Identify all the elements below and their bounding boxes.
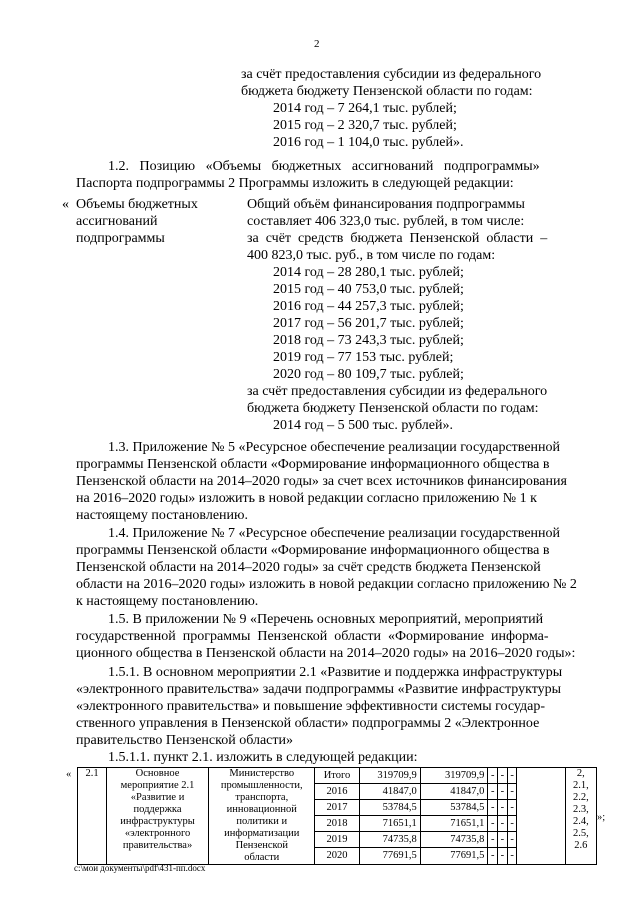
event-line: поддержка — [133, 804, 182, 815]
regional-column — [420, 768, 488, 865]
indicator-line: 2.2, — [572, 792, 589, 803]
para-1-4-line-3: Пензенской области на 2014–2020 годы» за счёт средств бюджета Пензенской — [76, 560, 541, 575]
page-number: 2 — [314, 38, 320, 50]
passport-fed-line-2: бюджета бюджету Пензенской области по годам: — [247, 401, 539, 416]
para-1-5-1-line-3: «электронного правительства» и повышение эффективности системы государ- — [76, 699, 546, 714]
event-line: «электронного — [124, 828, 191, 839]
para-1-5-line-2: государственной программы Пензенской области «Формирование информа- — [76, 629, 549, 644]
passport-open-quote: « — [62, 197, 69, 212]
passport-line-4: 400 823,0 тыс. руб., в том числе по годам: — [247, 248, 496, 263]
event-cell — [107, 768, 209, 865]
total-cell: 71651,1 — [360, 816, 420, 832]
passport-fed-year-2014: 2014 год – 5 500 тыс. рублей». — [273, 418, 453, 433]
table-open-quote: « — [66, 769, 72, 780]
dash-column-1 — [488, 768, 498, 865]
passport-year-2019: 2019 год – 77 153 тыс. рублей; — [273, 350, 454, 365]
para-1-4-line-5: к настоящему постановлению. — [76, 594, 259, 609]
row-number: 2.1 — [85, 768, 99, 779]
event-line: «Развитие и — [130, 792, 185, 803]
para-1-4-line-4: области на 2016–2020 годы» изложить в новой редакции согласно приложению № 2 — [76, 577, 577, 592]
dash-cell: - — [488, 800, 497, 816]
regional-cell: 53784,5 — [421, 800, 488, 816]
dash-cell: - — [510, 850, 514, 861]
dash-cell: - — [498, 816, 507, 832]
passport-line-3: за счёт средств бюджета Пензенской области – — [247, 231, 548, 246]
dash-cell: - — [508, 832, 517, 848]
ministry-line: инновационной — [226, 804, 297, 815]
regional-cell: 41847,0 — [421, 784, 488, 800]
passport-year-2018: 2018 год – 73 243,3 тыс. рублей; — [273, 333, 464, 348]
passport-year-2014: 2014 год – 28 280,1 тыс. рублей; — [273, 265, 464, 280]
ministry-line: информатизации — [224, 828, 300, 839]
event-line: Основное — [135, 768, 180, 779]
passport-year-2017: 2017 год – 56 201,7 тыс. рублей; — [273, 316, 464, 331]
ministry-line: промышленности, — [220, 780, 303, 791]
para-1-2-line-2: Паспорта подпрограммы 2 Программы изложить в следующей редакции: — [76, 176, 514, 191]
dash-column-2 — [498, 768, 508, 865]
passport-year-2016: 2016 год – 44 257,3 тыс. рублей; — [273, 299, 464, 314]
dash-cell: - — [488, 784, 497, 800]
indicator-line: 2.5, — [572, 828, 589, 839]
year-cell: 2019 — [315, 832, 358, 848]
ministry-line: Пензенской — [235, 840, 288, 851]
para-1-5-1-line-2: «электронного правительства» задачи подпрограммы «Развитие инфраструктуры — [76, 682, 562, 697]
dash-cell: - — [488, 832, 497, 848]
regional-cell: 77691,5 — [450, 850, 485, 861]
table-close-quote: »; — [597, 812, 606, 823]
para-1-4-line-1: 1.4. Приложение № 7 «Ресурсное обеспечение реализации государственной — [108, 526, 561, 541]
para-1-3-line-1: 1.3. Приложение № 5 «Ресурсное обеспечение реализации государственной — [108, 440, 561, 455]
indicator-line: 2.1, — [572, 780, 589, 791]
year-cell: 2018 — [315, 816, 358, 832]
passport-line-1: Общий объём финансирования подпрограммы — [247, 197, 525, 212]
intro-year-2015: 2015 год – 2 320,7 тыс. рублей; — [273, 118, 457, 133]
total-column — [359, 768, 420, 865]
para-1-3-line-4: на 2016–2020 годы» изложить в новой редакции согласно приложению № 1 к — [76, 491, 537, 506]
dash-cell: - — [488, 768, 497, 784]
indicator-line: 2.3, — [572, 804, 589, 815]
dash-cell: - — [508, 768, 517, 784]
passport-line-2: составляет 406 323,0 тыс. рублей, в том числе: — [247, 214, 525, 229]
passport-fed-line-1: за счёт предоставления субсидии из федерального — [247, 384, 548, 399]
para-1-5-1-line-5: правительство Пензенской области» — [76, 733, 294, 748]
year-cell: Итого — [315, 768, 358, 784]
indicator-line: 2, — [576, 768, 585, 779]
resource-table — [77, 767, 597, 865]
ministry-line: Министерство — [229, 768, 295, 779]
dash-cell: - — [508, 800, 517, 816]
year-cell: 2016 — [315, 784, 358, 800]
dash-cell: - — [491, 850, 495, 861]
ministry-cell — [209, 768, 315, 865]
indicator-cell — [565, 768, 596, 865]
dash-cell: - — [498, 768, 507, 784]
intro-line-1: за счёт предоставления субсидии из федерального — [241, 67, 542, 82]
total-cell: 77691,5 — [382, 850, 417, 861]
regional-cell: 319709,9 — [421, 768, 488, 784]
ministry-line: транспорта, — [235, 792, 289, 803]
year-column — [315, 768, 359, 865]
total-cell: 41847,0 — [360, 784, 420, 800]
year-cell: 2017 — [315, 800, 358, 816]
dash-cell: - — [498, 832, 507, 848]
para-1-3-line-5: настоящему постановлению. — [76, 508, 248, 523]
regional-cell: 71651,1 — [421, 816, 488, 832]
intro-year-2014: 2014 год – 7 264,1 тыс. рублей; — [273, 101, 457, 116]
passport-year-2020: 2020 год – 80 109,7 тыс. рублей; — [273, 367, 464, 382]
passport-label-2: ассигнований — [76, 214, 158, 229]
total-cell: 74735,8 — [360, 832, 420, 848]
dash-cell: - — [498, 800, 507, 816]
dash-cell: - — [498, 784, 507, 800]
indicator-line: 2.4, — [572, 816, 589, 827]
para-1-2-line-1: 1.2. Позицию «Объемы бюджетных ассигнований подпрограммы» — [108, 159, 540, 174]
total-cell: 53784,5 — [360, 800, 420, 816]
ministry-line: политики и — [236, 816, 288, 827]
event-line: инфраструктуры — [120, 816, 195, 827]
footer-path: c:\мои документы\pdf\431-пп.docx — [74, 863, 206, 873]
dash-cell: - — [508, 784, 517, 800]
intro-line-2: бюджета бюджету Пензенской области по годам: — [241, 84, 533, 99]
total-cell: 319709,9 — [360, 768, 420, 784]
ministry-line: области — [244, 852, 280, 863]
para-1-5-line-3: ционного общества в Пензенской области на 2014–2020 годы» на 2016–2020 годы»: — [76, 646, 576, 661]
intro-year-2016: 2016 год – 1 104,0 тыс. рублей». — [273, 135, 464, 150]
para-1-5-1-line-1: 1.5.1. В основном мероприятии 2.1 «Развитие и поддержка инфраструктуры — [108, 665, 563, 680]
indicator-line: 2.6 — [574, 840, 588, 851]
dash-cell: - — [508, 816, 517, 832]
empty-cell — [517, 768, 565, 865]
dash-cell: - — [500, 850, 505, 861]
row-number-cell — [78, 768, 107, 865]
event-line: правительства» — [122, 840, 193, 851]
para-1-4-line-2: программы Пензенской области «Формирование информационного общества в — [76, 543, 550, 558]
passport-label-3: подпрограммы — [76, 231, 165, 246]
regional-cell: 74735,8 — [421, 832, 488, 848]
year-cell: 2020 — [326, 850, 348, 861]
passport-label-1: Объемы бюджетных — [76, 197, 198, 212]
para-1-3-line-3: Пензенской области на 2014–2020 годы» за счет всех источников финансирования — [76, 474, 567, 489]
para-1-5-line-1: 1.5. В приложении № 9 «Перечень основных мероприятий, мероприятий — [108, 612, 544, 627]
para-1-5-1-line-4: ственного управления в Пензенской области» подпрограммы 2 «Электронное — [76, 716, 540, 731]
event-line: мероприятие 2.1 — [120, 780, 195, 791]
dash-cell: - — [488, 816, 497, 832]
passport-year-2015: 2015 год – 40 753,0 тыс. рублей; — [273, 282, 464, 297]
dash-column-3 — [507, 768, 517, 865]
para-1-3-line-2: программы Пензенской области «Формирование информационного общества в — [76, 457, 550, 472]
para-1-5-1-1: 1.5.1.1. пункт 2.1. изложить в следующей редакции: — [108, 750, 418, 765]
